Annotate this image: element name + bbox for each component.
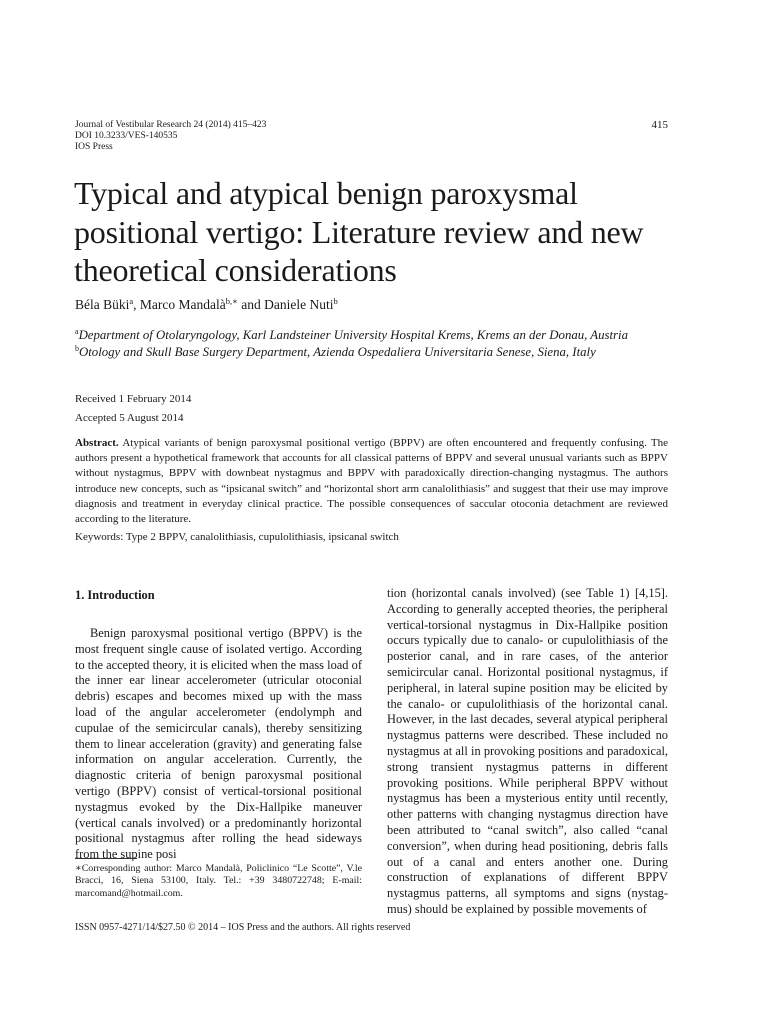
- article-dates: [75, 390, 191, 427]
- author-name: Béla Büki: [75, 297, 130, 312]
- journal-citation: Journal of Vestibular Research 24 (2014) 415–423: [75, 120, 267, 130]
- affiliation-text: Otology and Skull Base Surgery Department, Azienda Ospedaliera Universitaria Senese, Siena, Italy: [79, 345, 596, 359]
- body-column-right: [387, 586, 668, 918]
- journal-publisher: IOS Press: [75, 142, 113, 152]
- paper-title: [74, 174, 694, 290]
- footnote-rule: [75, 858, 137, 859]
- journal-header: [75, 120, 385, 153]
- page-number: 415: [651, 119, 668, 131]
- received-date: Received 1 February 2014: [75, 393, 192, 405]
- affiliation-mark: a: [75, 327, 79, 336]
- affiliation-mark: b: [75, 344, 79, 353]
- title-line-1: Typical and atypical benign paroxysmal: [74, 175, 578, 211]
- keywords: Keywords: Type 2 BPPV, canalolithiasis, cupulolithiasis, ipsicanal switch: [75, 531, 399, 543]
- title-line-2: positional vertigo: Literature review and new: [74, 213, 644, 250]
- section-heading: 1. Introduction: [75, 588, 155, 602]
- abstract: [75, 436, 668, 527]
- accepted-date: Accepted 5 August 2014: [75, 411, 184, 424]
- abstract-text: Atypical variants of benign paroxysmal positional vertigo (BPPV) are often encountered and frequently confusing. The authors present a hypothetical framework that accounts for all classical patterns of BPPV and several unusual variants such as BPPV without nystagmus, BPPV with downbeat nystagmus and BPPV with paradoxically direction-changing nystagmus. The authors introduce new concepts, such as “ipsicanal switch” and “horizontal short arm canalolithiasis” and suggest that their use may improve diagnosis and treatment in everyday clinical practice. The possible consequences of saccular otoconia detachment are reviewed according to the literature.: [75, 437, 668, 526]
- body-paragraph: tion (horizontal canals involved) (see Table 1) [4,15]. According to generally accepted theories, the peripheral vertical-torsional nystagmus in Dix-Hallpike position occurs typically due to canalo- or cupulolithiasis of the posterior canal, and in rare cases, of the anterior semicircular canal. Horizontal positional nystagmus, if peripheral, in lateral supine position may be elicited by the canalo- or cupulolithiasis of the horizontal canal. However, in the last decades, several atypical peripheral nystagmus patterns were described. These included no nystagmus at all in provoking positions and paradoxical, strong transient nystagmus patterns in different provoking positions. While peripheral BPPV without nystagmus has been a mysterious entity until recently, other patterns with changing nystagmus direction have been attributed to “canal switch”, also called “canal conversion”, when during head positioning, debris falls out of a canal and enters another one. During construction of explanations of different BPPV nystagmus patterns, all symptoms and signs (nystagmus) should be explained by possible movements of: [387, 586, 668, 916]
- affiliation-text: Department of Otolaryngology, Karl Landsteiner University Hospital Krems, Krems an der Donau, Austria: [78, 328, 628, 342]
- author-affiliation-mark: b,∗: [225, 296, 238, 306]
- body-column-left: [75, 626, 362, 863]
- title-line-3: theoretical considerations: [74, 252, 397, 288]
- author-affiliation-mark: b: [333, 296, 338, 306]
- corresponding-author-footnote: ∗Corresponding author: Marco Mandalà, Policlinico “Le Scotte”, V.le Bracci, 16, Siena 53100, Italy. Tel.: +39 3480722748; E-mail: marcomand@hotmail.com.: [75, 863, 362, 899]
- author-separator: and: [237, 297, 265, 312]
- copyright-line: ISSN 0957-4271/14/$27.50 © 2014 – IOS Press and the authors. All rights reserved: [75, 922, 411, 933]
- journal-doi: DOI 10.3233/VES-140535: [75, 131, 178, 141]
- author-affiliation-mark: a: [129, 296, 134, 306]
- author-separator: ,: [133, 297, 140, 312]
- abstract-label: Abstract.: [75, 437, 119, 449]
- affiliation-b: [75, 341, 695, 360]
- author-name: Marco Mandalà: [139, 297, 226, 312]
- body-paragraph: Benign paroxysmal positional vertigo (BPPV) is the most frequent single cause of isolated vertigo. According to the accepted theory, it is elicited when the mass load of the inner ear linear accelerometer (utricular otoconial debris) escapes and becomes mixed up with the mass load of the angular accelerometer (endolymph and cupulae of the semicircular canals), thereby sensitizing them to linear acceleration (gravity) and generating false information on angular acceleration. Currently, the diagnostic criteria of benign paroxysmal positional vertigo (BPPV) consist of vertical-torsional positional nystagmus evoked by the Dix-Hallpike maneuver (vertical canals involved) or a predominantly horizontal positional nystagmus after rolling the head sideways from the supine posi: [75, 626, 362, 862]
- author-list: [75, 293, 695, 313]
- author-name: Daniele Nuti: [264, 297, 334, 312]
